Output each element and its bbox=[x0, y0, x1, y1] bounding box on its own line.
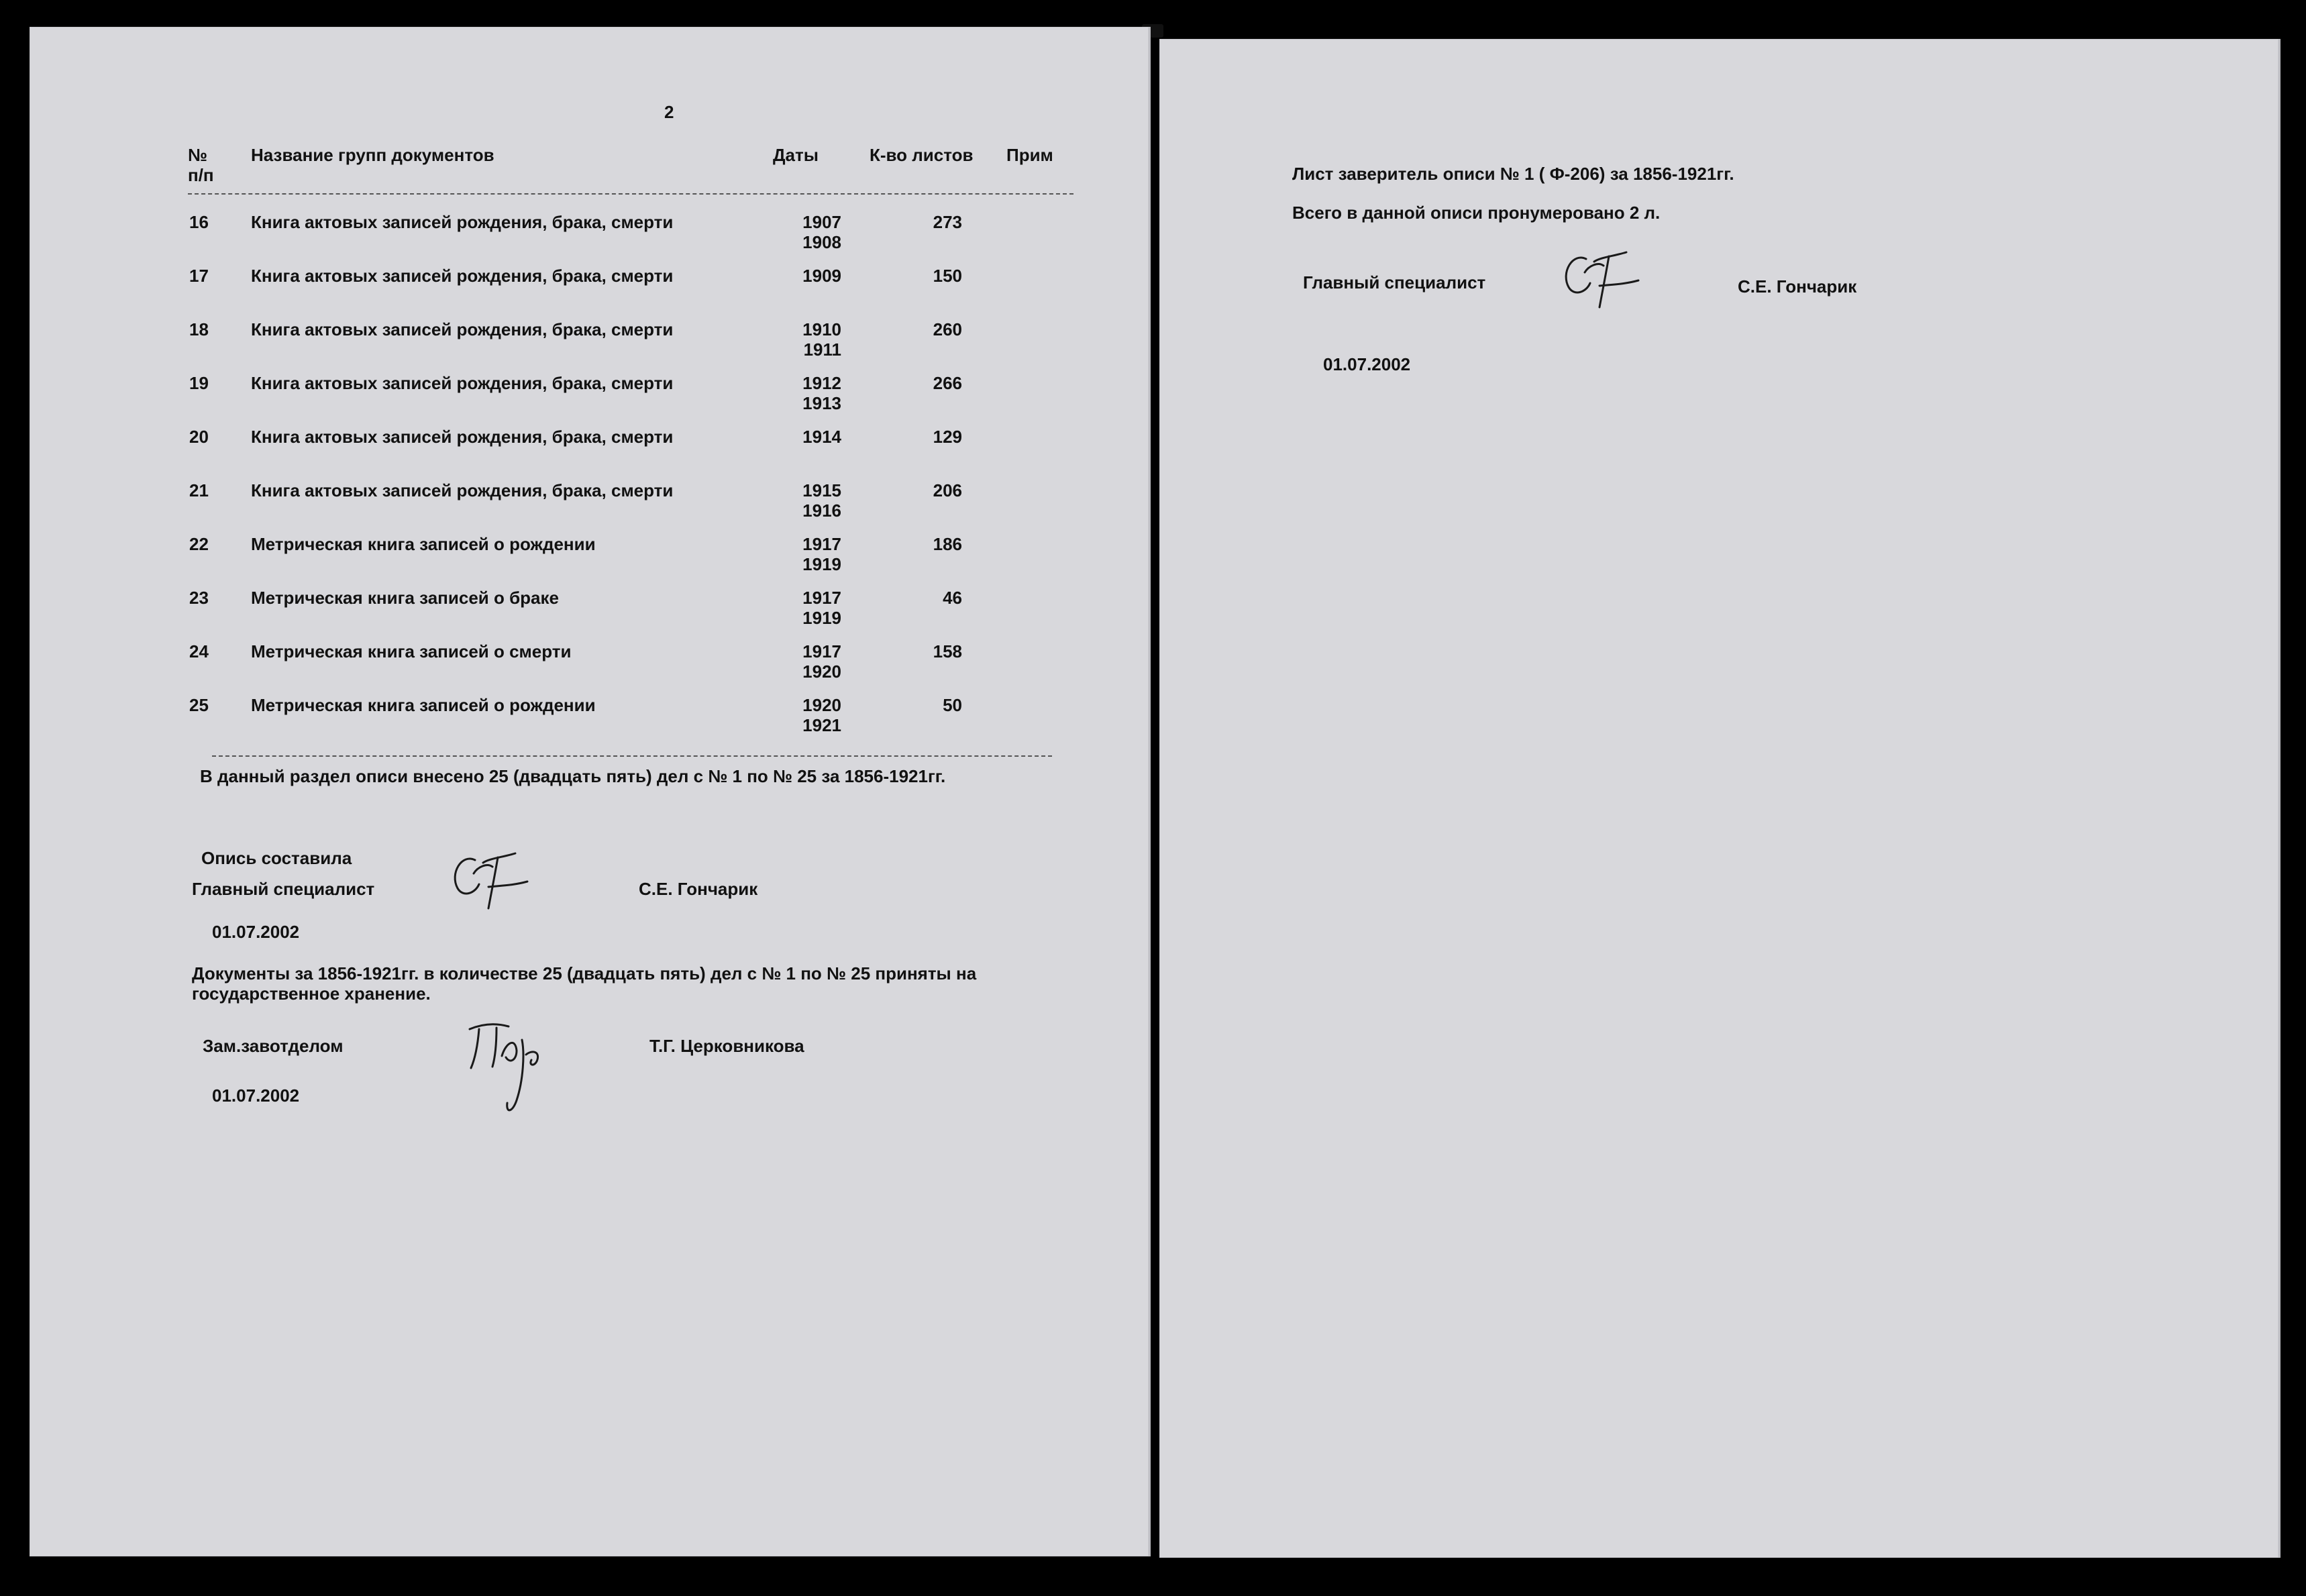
compiler-signature bbox=[448, 847, 535, 914]
acceptance-text-1: Документы за 1856-1921гг. в количестве 25 (двадцать пять) дел с № 1 по № 25 приняты на bbox=[192, 963, 977, 983]
row-sheet-count: 206 bbox=[933, 480, 962, 500]
certification-title: Лист заверитель описи № 1 ( Ф-206) за 1856-1921гг. bbox=[1292, 164, 1734, 184]
right-page bbox=[1159, 39, 2281, 1558]
row-number: 18 bbox=[189, 319, 209, 339]
certification-date: 01.07.2002 bbox=[1323, 354, 1411, 374]
compiled-label: Опись составила bbox=[201, 848, 352, 868]
acceptance-text-2: государственное хранение. bbox=[192, 983, 431, 1004]
row-sheet-count: 150 bbox=[933, 266, 962, 286]
row-number: 24 bbox=[189, 641, 209, 661]
row-number: 23 bbox=[189, 588, 209, 608]
row-date-end: 1913 bbox=[802, 393, 841, 413]
row-title: Книга актовых записей рождения, брака, смерти bbox=[251, 427, 674, 447]
left-page bbox=[30, 27, 1151, 1556]
row-sheet-count: 186 bbox=[933, 534, 962, 554]
row-sheet-count: 158 bbox=[933, 641, 962, 661]
header-dates: Даты bbox=[773, 145, 819, 165]
row-date-start: 1914 bbox=[802, 427, 841, 447]
header-num: № bbox=[188, 145, 207, 165]
row-date-start: 1907 bbox=[802, 212, 841, 232]
row-title: Книга актовых записей рождения, брака, смерти bbox=[251, 319, 674, 339]
row-sheet-count: 260 bbox=[933, 319, 962, 339]
acceptor-name: Т.Г. Церковникова bbox=[649, 1036, 804, 1056]
row-date-end: 1911 bbox=[803, 339, 841, 360]
row-number: 25 bbox=[189, 695, 209, 715]
row-title: Книга актовых записей рождения, брака, смерти bbox=[251, 480, 674, 500]
row-number: 17 bbox=[189, 266, 209, 286]
specialist-position: Главный специалист bbox=[1303, 272, 1486, 292]
header-note: Прим bbox=[1006, 145, 1053, 165]
header-sheets: К-во листов bbox=[870, 145, 974, 165]
row-sheet-count: 50 bbox=[943, 695, 962, 715]
row-date-start: 1910 bbox=[802, 319, 841, 339]
row-title: Метрическая книга записей о смерти bbox=[251, 641, 572, 661]
row-date-end: 1921 bbox=[802, 715, 841, 735]
row-title: Книга актовых записей рождения, брака, смерти bbox=[251, 266, 674, 286]
row-date-start: 1912 bbox=[802, 373, 841, 393]
specialist-signature bbox=[1559, 246, 1646, 313]
row-title: Метрическая книга записей о рождении bbox=[251, 695, 596, 715]
compiler-position: Главный специалист bbox=[192, 879, 375, 899]
row-title: Книга актовых записей рождения, брака, смерти bbox=[251, 212, 674, 232]
compiled-date: 01.07.2002 bbox=[212, 922, 300, 942]
header-title: Название групп документов bbox=[251, 145, 494, 165]
table-end-divider bbox=[212, 755, 1052, 757]
acceptor-position: Зам.завотделом bbox=[203, 1036, 344, 1056]
row-sheet-count: 46 bbox=[943, 588, 962, 608]
row-number: 21 bbox=[189, 480, 209, 500]
row-date-start: 1909 bbox=[802, 266, 841, 286]
row-date-end: 1916 bbox=[802, 500, 841, 521]
row-date-start: 1917 bbox=[802, 588, 841, 608]
row-number: 16 bbox=[189, 212, 209, 232]
row-date-end: 1919 bbox=[802, 608, 841, 628]
row-number: 19 bbox=[189, 373, 209, 393]
row-sheet-count: 266 bbox=[933, 373, 962, 393]
row-sheet-count: 129 bbox=[933, 427, 962, 447]
row-number: 22 bbox=[189, 534, 209, 554]
row-date-end: 1920 bbox=[802, 661, 841, 682]
compiler-name: С.Е. Гончарик bbox=[639, 879, 758, 899]
accepted-date: 01.07.2002 bbox=[212, 1085, 300, 1106]
row-title: Метрическая книга записей о рождении bbox=[251, 534, 596, 554]
acceptor-signature bbox=[459, 1013, 553, 1120]
row-date-end: 1908 bbox=[802, 232, 841, 252]
row-date-start: 1920 bbox=[802, 695, 841, 715]
row-date-end: 1919 bbox=[802, 554, 841, 574]
page-number: 2 bbox=[664, 102, 674, 122]
row-date-start: 1915 bbox=[802, 480, 841, 500]
row-sheet-count: 273 bbox=[933, 212, 962, 232]
row-date-start: 1917 bbox=[802, 534, 841, 554]
row-number: 20 bbox=[189, 427, 209, 447]
row-date-start: 1917 bbox=[802, 641, 841, 661]
specialist-name: С.Е. Гончарик bbox=[1738, 276, 1857, 297]
section-summary: В данный раздел описи внесено 25 (двадцать пять) дел с № 1 по № 25 за 1856-1921гг. bbox=[200, 766, 946, 786]
row-title: Книга актовых записей рождения, брака, смерти bbox=[251, 373, 674, 393]
row-title: Метрическая книга записей о браке bbox=[251, 588, 559, 608]
header-num-sub: п/п bbox=[188, 165, 214, 185]
total-sheets: Всего в данной описи пронумеровано 2 л. bbox=[1292, 203, 1661, 223]
header-divider bbox=[188, 193, 1073, 195]
